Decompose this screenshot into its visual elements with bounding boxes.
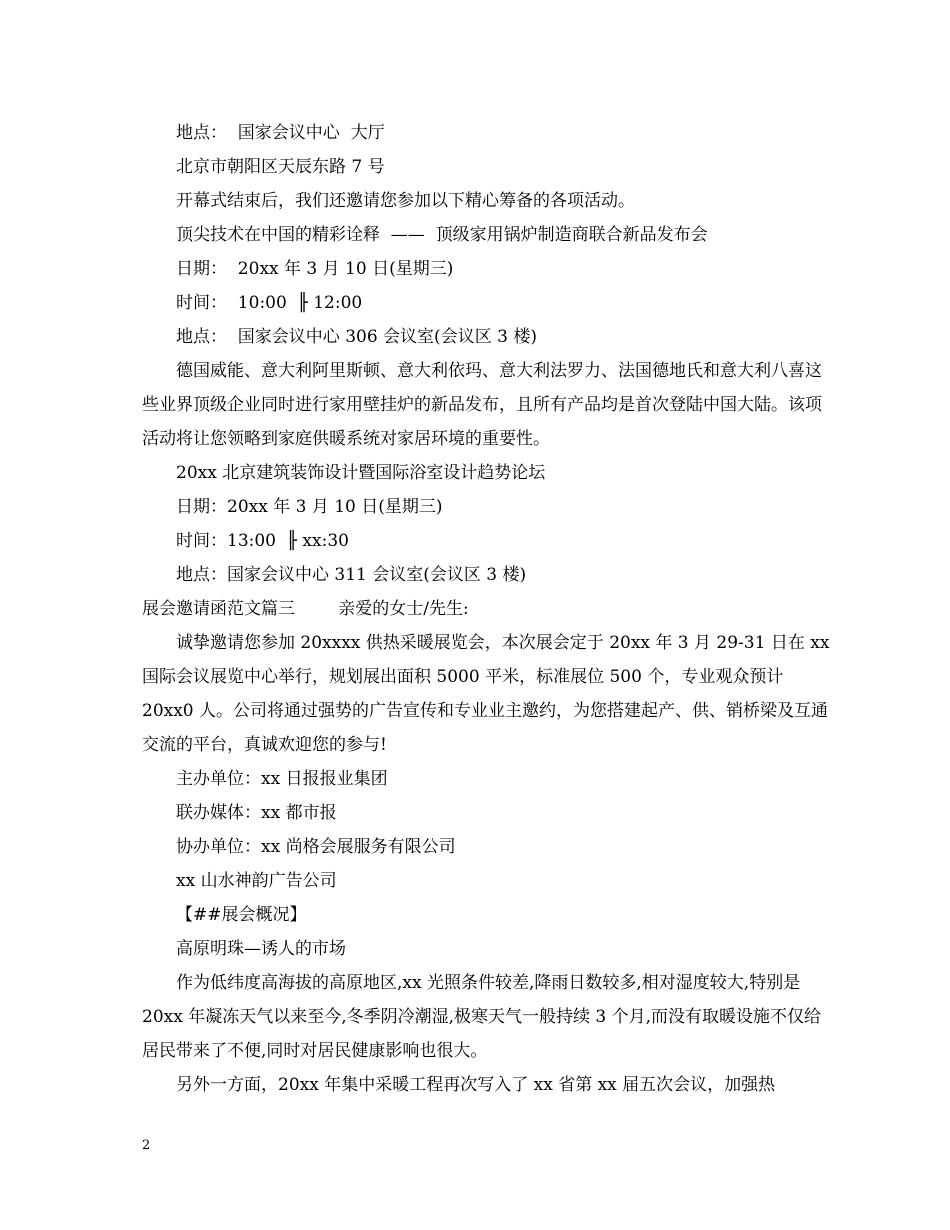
invitation-paragraph: 诚挚邀请您参加 20xxxx 供热采暖展览会，本次展会定于 20xx 年 3 月 29-31 日在 xx 国际会议展览中心举行，规划展出面积 5000 平米，标准展位 500 个，专业观众预计 20xx0 人。公司将通过强势的广告宣传和专业业主邀约，为您搭建起产、供、销桥梁及互通交流的平台，真诚欢迎您的参与! [142,633,835,755]
event1-date: 日期： 20xx 年 3 月 10 日(星期三) [176,259,454,279]
activities-intro-line: 开幕式结束后，我们还邀请您参加以下精心筹备的各项活动。 [176,191,635,211]
overview-heading: 【##展会概况】 [176,905,307,925]
venue-line: 地点： 国家会议中心 大厅 [176,123,385,143]
document-body [142,116,835,1102]
event1-title: 顶尖技术在中国的精彩诠释 —— 顶级家用锅炉制造商联合新品发布会 [176,225,708,245]
climate-paragraph: 作为低纬度高海拔的高原地区,xx 光照条件较差,降雨日数较多,相对湿度较大,特别是 20xx 年凝冻天气以来至今,冬季阴冷潮湿,极寒天气一般持续 3 个月,而没有取暖设施不仅给居民带来了不便,同时对居民健康影响也很大。 [142,973,822,1061]
event1-time: 时间： 10:00 ╟ 12:00 [176,293,363,313]
market-subheading: 高原明珠—诱人的市场 [176,939,346,959]
page-number: 2 [142,1138,151,1153]
event1-description: 德国威能、意大利阿里斯顿、意大利依玛、意大利法罗力、法国德地氏和意大利八喜这些业界顶级企业同时进行家用壁挂炉的新品发布，且所有产品均是首次登陆中国大陆。该项活动将让您领略到家庭供暖系统对家居环境的重要性。 [142,361,822,449]
address-line: 北京市朝阳区天辰东路 7 号 [176,157,385,177]
event2-date: 日期：20xx 年 3 月 10 日(星期三) [176,497,443,517]
section-heading: 展会邀请函范文篇三 亲爱的女士/先生: [142,599,469,619]
event2-title: 20xx 北京建筑装饰设计暨国际浴室设计趋势论坛 [176,463,546,483]
organizer-line: 主办单位：xx 日报报业集团 [176,769,388,789]
media-line: 联办媒体：xx 都市报 [176,803,337,823]
event1-venue: 地点： 国家会议中心 306 会议室(会议区 3 楼) [176,327,537,347]
co-organizer-line: 协办单位：xx 尚格会展服务有限公司 [176,837,456,857]
ad-company-line: xx 山水神韵广告公司 [176,871,337,891]
event2-time: 时间：13:00 ╟ xx:30 [176,531,349,551]
policy-paragraph: 另外一方面，20xx 年集中采暖工程再次写入了 xx 省第 xx 届五次会议，加强热 [176,1075,776,1095]
event2-venue: 地点：国家会议中心 311 会议室(会议区 3 楼) [176,565,527,585]
